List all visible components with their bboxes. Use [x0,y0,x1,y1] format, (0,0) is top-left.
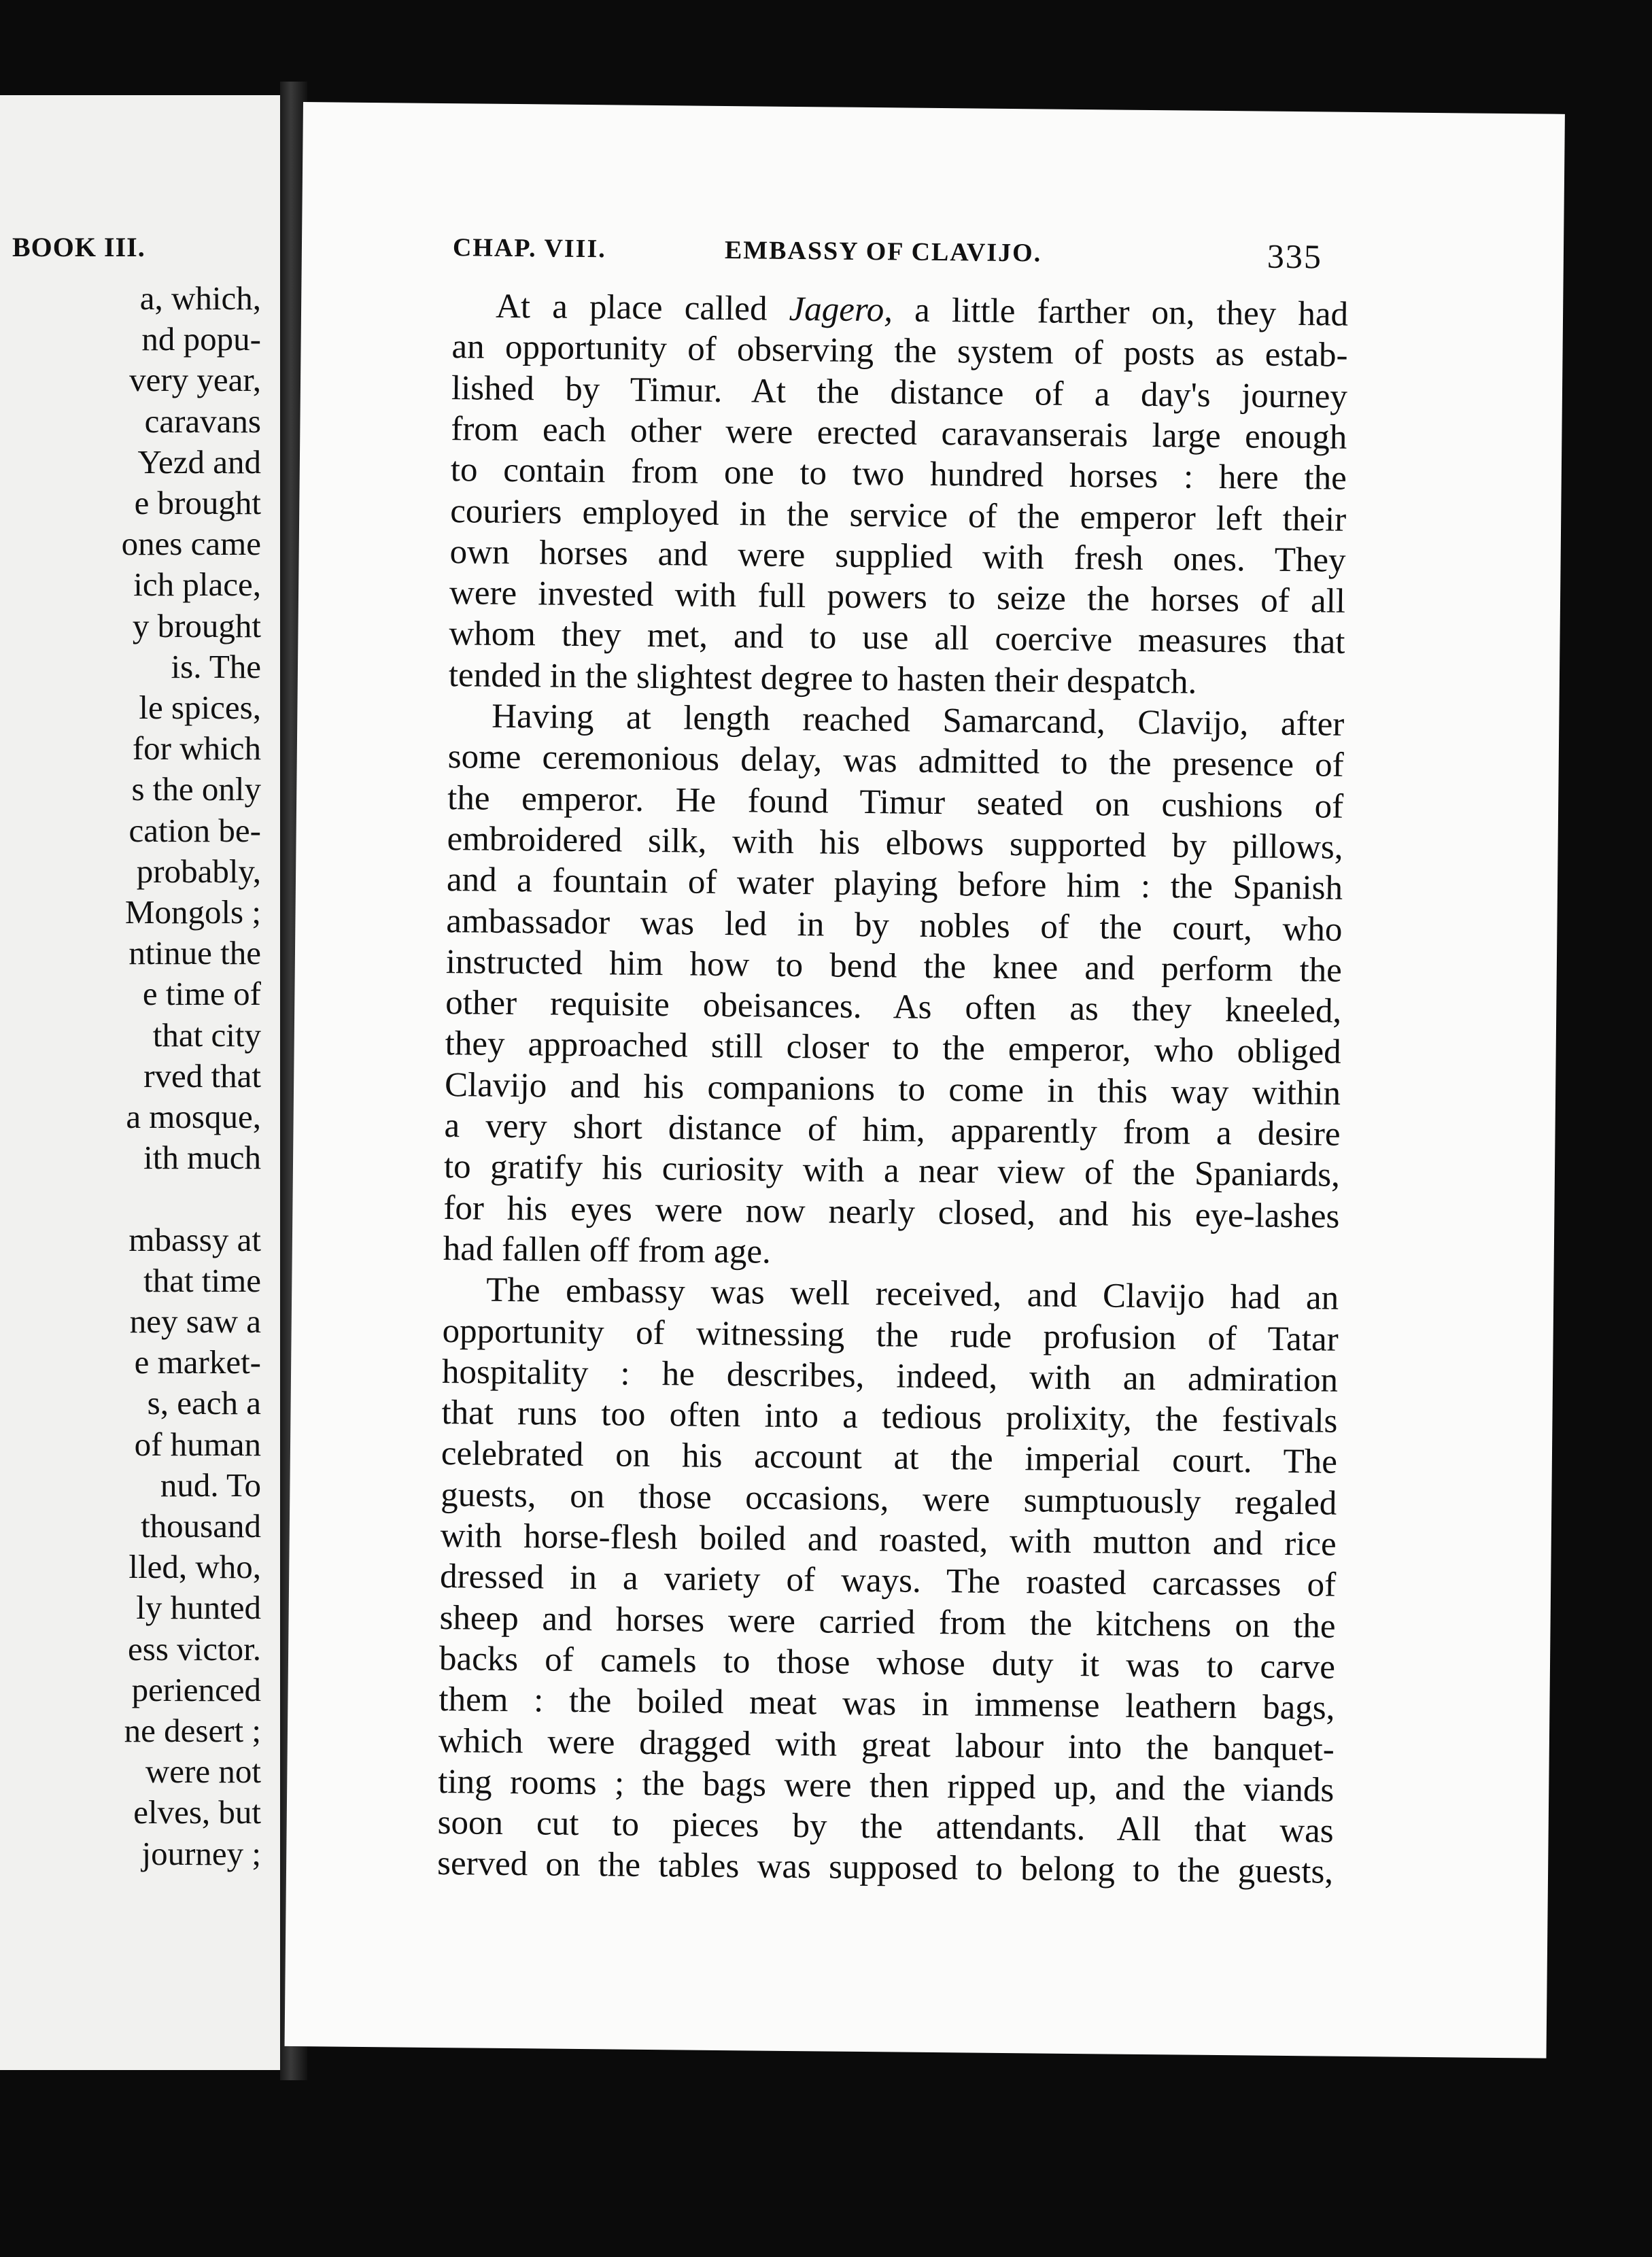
text-line: for his eyes were now nearly closed, and his eye-lashes [443,1188,1340,1236]
text-line: served on the tables was supposed to belong to the guests, [436,1844,1334,1892]
text-line: celebrated on his account at the imperial court. The [441,1434,1338,1482]
left-text-line: cation be- [128,811,261,849]
left-text-line: s the only [131,770,261,808]
text-line: a very short distance of him, apparently from a desire [444,1107,1341,1154]
left-text-line: for which [132,729,261,768]
text-line: to gratify his curiosity with a near view of the Spaniards, [443,1148,1341,1195]
text-line: to contain from one to two hundred horses : here the [450,451,1347,498]
left-text-line: Mongols ; [124,893,261,931]
facing-page-left [0,95,280,2070]
text-line: backs of camels to those whose duty it was to carve [438,1639,1336,1687]
page-number: 335 [1267,237,1323,276]
italic-place-name: Jagero, [789,290,893,330]
left-text-line: mbassy at [128,1220,261,1258]
left-text-line: lled, who, [128,1548,261,1586]
text-line: The embassy was well received, and Clavijo had an [485,1271,1339,1317]
text-line: guests, on those occasions, were sumptuously regaled [441,1475,1337,1523]
chapter-label: CHAP. VIII. [452,233,606,264]
left-text-line: y brought [132,606,261,644]
left-text-line: Yezd and [137,443,261,481]
text-line: and a fountain of water playing before him : the Spanish [446,861,1343,908]
running-title: EMBASSY OF CLAVIJO. [724,235,1042,268]
left-text-line: ne desert ; [124,1712,261,1749]
running-header [302,231,1564,284]
text-line: ambassador was led in by nobles of the court, who [446,901,1343,949]
left-text-line: e brought [134,484,261,521]
text-line: other requisite obeisances. As often as they kneeled, [445,984,1342,1031]
left-text-line: probably, [136,852,261,890]
text-line: Having at length reached Samarcand, Clavijo, after [492,697,1345,744]
text-line: Clavijo and his companions to come in this way within [444,1065,1341,1113]
text-line: an opportunity of observing the system of posts as estab- [451,328,1348,375]
left-text-line: ith much [143,1139,261,1177]
left-text-line: ones came [121,525,261,563]
text-line: them : the boiled meat was in immense leathern bags, [438,1681,1335,1727]
text-line: from each other were erected caravanserais large enough [451,410,1347,457]
text-line: At a place called Jagero, a little farther on, they had [495,287,1349,334]
text-line: they approached still closer to the emperor, who obliged [445,1024,1341,1072]
left-text-line: caravans [144,402,261,440]
text-line: with horse-flesh boiled and roasted, with mutton and rice [440,1517,1337,1564]
left-text-line: very year, [129,361,261,399]
text-line: own horses and were supplied with fresh ones. They [449,532,1346,580]
text-line: hospitality : he describes, indeed, with an admiration [441,1352,1339,1400]
left-text-line: e time of [142,975,261,1013]
text-line: ting rooms ; the bags were then ripped up, and the viands [438,1762,1335,1810]
left-text-line: a, which, [139,279,261,317]
left-text-line: e market- [134,1343,261,1381]
text-line: dressed in a variety of ways. The roasted carcasses of [439,1557,1337,1604]
text-line: soon cut to pieces by the attendants. All that was [437,1804,1334,1850]
left-text-line: ly hunted [136,1589,261,1627]
left-text-line: s, each a [147,1384,261,1422]
left-text-line: that city [152,1016,261,1054]
text-line: sheep and horses were carried from the kitchens on the [439,1598,1336,1646]
left-text-line: nd popu- [141,320,261,358]
left-text-line: nud. To [160,1466,261,1504]
left-text-line: is. The [171,647,261,685]
left-text-line: that time [143,1261,261,1299]
text-line: had fallen off from age. [443,1229,772,1271]
text-line: some ceremonious delay, was admitted to the presence of [447,738,1344,785]
left-text-line: elves, but [133,1793,261,1831]
text-line: tended in the slightest degree to hasten their despatch. [448,655,1197,702]
text-line: the emperor. He found Timur seated on cushions of [447,778,1344,826]
text-line: whom they met, and to use all coercive measures that [449,615,1345,662]
left-text-line: ess victor. [128,1630,261,1668]
left-text-line: perienced [131,1670,261,1708]
left-text-line: ney saw a [129,1303,261,1340]
left-text-line: journey ; [141,1834,261,1872]
left-text-line: ich place, [133,566,261,604]
text-line: instructed him how to bend the knee and perform the [445,942,1343,990]
text-line: were invested with full powers to seize the horses of all [449,574,1346,621]
left-text-line: thousand [141,1507,261,1545]
left-text-line: le spices, [139,689,261,726]
text-line: which were dragged with great labour into the banquet- [438,1721,1335,1769]
left-text-line: ntinue the [128,934,261,972]
page-right [285,102,1565,2058]
left-text-line: of human [134,1425,261,1463]
left-text-line: a mosque, [126,1098,261,1135]
left-text-line: were not [145,1753,261,1791]
text-line: lished by Timur. At the distance of a day's journey [451,368,1348,416]
left-running-head: BOOK III. [12,232,145,262]
text-line: opportunity of witnessing the rude profusion of Tatar [442,1311,1339,1359]
text-line: embroidered silk, with his elbows supported by pillows, [447,819,1343,867]
text-line: that runs too often into a tedious prolixity, the festivals [441,1394,1338,1441]
left-text-line: rved that [143,1056,261,1095]
text-line: couriers employed in the service of the emperor left their [449,492,1347,539]
